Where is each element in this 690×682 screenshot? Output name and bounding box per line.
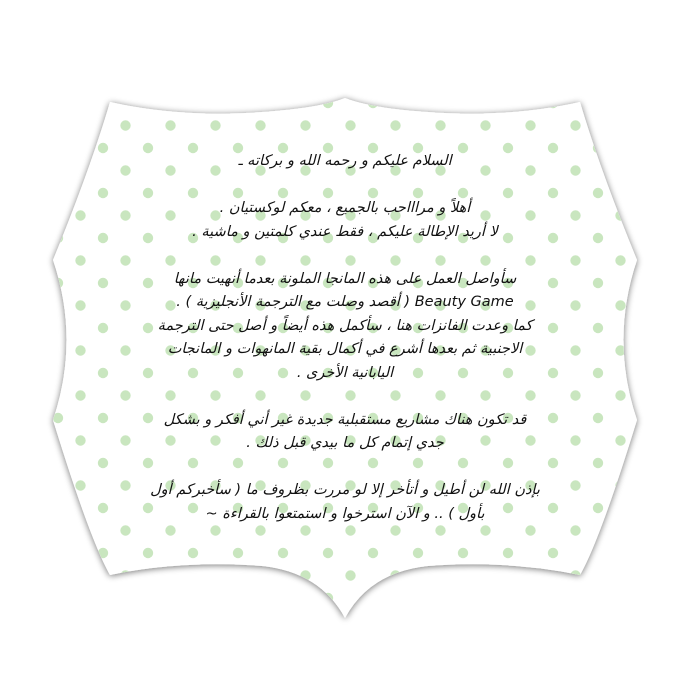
- plan-line: الاجنبية ثم بعدها أشرع في أكمال بقية المانهوات و المانجات: [167, 341, 523, 357]
- plan-line: [70, 291, 620, 315]
- plan-line-rest: ( أقصد وصلت مع الترجمة الأنجليزية ) .: [176, 294, 411, 310]
- future-line: جدي إتمام كل ما بيدي قبل ذلك .: [246, 435, 444, 451]
- plan-line: اليابانية الأخرى .: [296, 364, 394, 381]
- plan-line: سأواصل العمل على هذه المانجا الملونة بعدما أنهيت مانها: [173, 270, 517, 287]
- welcome-paragraph: [70, 197, 620, 244]
- future-paragraph: [70, 409, 620, 456]
- greeting-paragraph: [70, 150, 620, 174]
- greeting-line: السلام عليكم و رحمه الله و بركاته ـ: [238, 153, 452, 169]
- welcome-line: أهلاً و مراااحب بالجميع ، معكم لوكستيان .: [219, 200, 471, 216]
- plan-paragraph: [70, 268, 620, 386]
- closing-line: بإذن الله لن أطيل و أتأخر إلا لو مررت بظروف ما ( سأخبركم أول: [150, 482, 540, 498]
- manga-title: Beauty Game: [414, 294, 514, 310]
- message-text-block: [70, 150, 620, 526]
- closing-paragraph: [70, 479, 620, 526]
- welcome-line: لا أريد الإطالة عليكم ، فقط عندي كلمتين و ماشية .: [192, 223, 498, 240]
- future-line: قد تكون هناك مشاريع مستقبلية جديدة غير أني أفكر و بشكل: [163, 411, 527, 428]
- closing-line: بأول ) .. و الآن استرخوا و استمتعوا بالقراءة ~: [205, 505, 485, 522]
- plan-line: كما وعدت الفانزات هنا ، سأكمل هذه أيضاً و أصل حتى الترجمة: [157, 317, 533, 334]
